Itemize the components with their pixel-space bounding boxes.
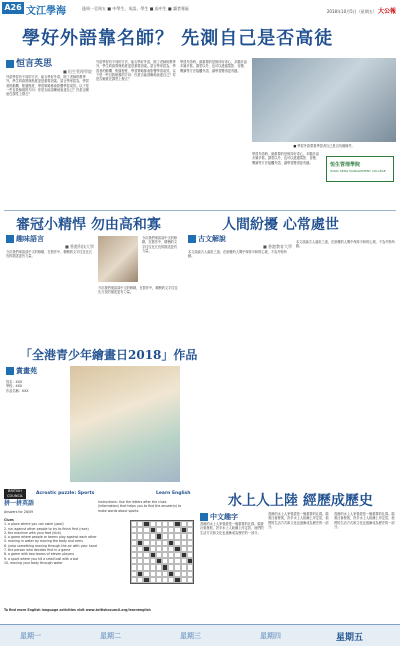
page-header	[0, 0, 400, 16]
puzzle-clues	[4, 518, 128, 565]
sub3-kicker: 賞畫苑	[6, 366, 66, 376]
sub4-body-2: 香港的水上人家曾經是一個重要的社群。隨著社會發展，許多水上人陸續上岸定居，他們的生活方式和文化也逐漸成為歷史的一部分。	[268, 512, 329, 529]
puzzle-clue: 7. the person who decides first in a game	[4, 548, 71, 553]
sub1-col2	[98, 286, 180, 334]
logo-label: 恒生管理學院	[330, 162, 361, 168]
sub4-col3	[334, 512, 396, 620]
sub4-body: 香港的水上人家曾經是一個重要的社群。隨著社會發展，許多水上人陸續上岸定居，他們的生活方式和文化也逐漸成為歷史的一部分。	[200, 522, 264, 535]
article-1-byline: ■ 恒生管理學院	[62, 69, 92, 74]
puzzle-tag: Learn English	[156, 491, 191, 496]
kicker-mark-icon	[188, 235, 196, 243]
section-title: 文江學海	[26, 6, 66, 17]
sub4-body-3: 香港的水上人家曾經是一個重要的社群。隨著社會發展，許多水上人陸續上岸定居，他們的生活方式和文化也逐漸成為歷史的一部分。	[334, 512, 395, 529]
british-council-badge: BRITISH COUNCIL	[4, 489, 26, 499]
sub1-body-2: 今次我們來談談中文的修辭，在寫作中，精簡的文字往往比冗長的描述更有力量。	[98, 286, 178, 295]
sub1-body-3: 今次我們來談談中文的修辭，在寫作中，精簡的文字往往比冗長的描述更有力量。	[142, 236, 178, 253]
sub3-item-3: 作品名稱：XXX	[6, 388, 29, 393]
sub3-item-2: 學校：XXX	[6, 384, 23, 389]
page-number: A26	[2, 2, 24, 14]
college-logo	[326, 156, 394, 182]
sub2-headline: 人間紛擾 心常處世	[222, 217, 339, 233]
sub1-photo	[98, 236, 138, 282]
footer-day: 星期一	[20, 631, 41, 640]
puzzle-clue: 2. run against other people to try to finish first (race)	[4, 526, 89, 531]
puzzle-clue: 10. moving your body through water	[4, 560, 63, 565]
sub4-kicker: 中文趣字	[200, 512, 264, 522]
kicker-mark-icon	[6, 367, 14, 375]
sub1-col3	[142, 236, 180, 282]
puzzle-grid[interactable]	[130, 520, 194, 584]
paper-name: 大公報	[377, 8, 396, 15]
footer-day: 星期二	[100, 631, 121, 640]
article-1-kicker: 恒言英思	[6, 56, 92, 69]
puzzle-clue: 5. moving in water by moving the body and arms	[4, 539, 83, 544]
article-1-body-4: 學習外語時，最重要的是保持好奇心，多聽多說多讀多寫。課堂以外，也可以透過電影、音樂、閱讀等方法接觸外語，讓學習變得更有趣。	[252, 152, 319, 165]
kicker-mark-icon	[200, 513, 208, 521]
article-1	[6, 56, 92, 215]
puzzle-title: Acrostic puzzle: Sports	[36, 491, 95, 496]
puzzle-clue: 6. jump something moving through the air with your hand	[4, 543, 97, 548]
sub4-col2	[268, 512, 330, 620]
puzzle-clues-header: Clues	[4, 518, 14, 522]
puzzle-intro: Instructions: Use the letters after the clues (information) that helps you to find the answer(s) to make words about sports.	[98, 500, 182, 513]
article-1-body: 外語學習有不同的方法，能否學好外語，除了老師的教學外，學生的資質與態度更是重要因素。語言學家認為，學習者的動機、焦慮程度、學習策略都會影響學習成效。以下是一些自我檢視的方向：你是否能清晰地表達自己？你是否願意在課堂上發言？	[6, 75, 89, 97]
photo-caption: ■ 學習外語要看學習者自己是否具備條件。	[293, 144, 355, 148]
puzzle-clue: 9. a sport where you hit a small ball with a bat	[4, 556, 79, 561]
kicker-mark-icon	[6, 60, 14, 68]
article-1-body-3: 學習外語時，最重要的是保持好奇心，多聽多說多讀多寫。課堂以外，也可以透過電影、音樂、閱讀等方法接觸外語，讓學習變得更有趣。	[180, 60, 247, 73]
puzzle-clue: 8. a game with two teams of eleven players	[4, 552, 75, 557]
sub2-kicker: 古文解說	[188, 234, 292, 244]
sub2-body: 本文談論古人處世之道，在紛擾的人間中保持平和的心境，不為外物所動。	[188, 250, 287, 259]
sub2-body-2: 本文談論古人處世之道，在紛擾的人間中保持平和的心境，不為外物所動。	[296, 240, 395, 249]
article-1-col4	[252, 152, 322, 207]
article-1-col3	[180, 60, 248, 210]
logo-sub: HANG SENG MANAGEMENT COLLEGE	[330, 169, 386, 173]
sub3-item-1: 姓名：XXX	[6, 380, 23, 384]
weekday-footer	[0, 624, 400, 646]
sub1-body: 今次我們來談談中文的修辭，在寫作中，精簡的文字往往比冗長的描述更有力量。	[6, 250, 93, 259]
puzzle-cell[interactable]	[187, 577, 193, 583]
footer-day-active: 星期五	[336, 633, 364, 643]
puzzle-clue: 4. a game where people or teams play against each other	[4, 535, 97, 540]
puzzle-footer: To find more English language activities visit www.britishcouncil.org/learnenglish	[4, 608, 151, 612]
sub2-article	[188, 234, 292, 490]
header-tags: 逢周一至周五 ■ 中學生、英語、學生 ■ 高中生 ■ 讀者專區	[82, 6, 189, 11]
sub4-headline: 水上人上陸 經歷成歷史	[228, 493, 373, 509]
article-photo	[252, 58, 396, 142]
sub3-artwork	[70, 366, 180, 482]
article-1-body-2: 外語學習有不同的方法，能否學好外語，除了老師的教學外，學生的資質與態度更是重要因素。語言學家認為，學習者的動機、焦慮程度、學習策略都會影響學習成效。以下是一些自我檢視的方向：你是否能清晰地表達自己？你是否願意在課堂上發言？	[96, 60, 176, 82]
header-date: 2018年10月5日（星期五） 大公報	[326, 8, 396, 15]
puzzle-answers-label: Answers for 28/09	[4, 510, 33, 514]
main-headline: 學好外語靠名師？ 先測自己是否高徒	[22, 28, 334, 49]
sub4-article	[200, 512, 264, 618]
footer-day: 星期四	[260, 631, 281, 640]
sub1-headline: 審冠小精悍 勿由高和寡	[16, 217, 161, 233]
sub2-byline: ■ 香港教育大學	[262, 244, 292, 249]
puzzle-clue: 3. the machine with your feet (kick)	[4, 530, 62, 535]
sub2-col2	[296, 240, 396, 474]
puzzle-clue: 1. a place where you can swim (pool)	[4, 522, 64, 527]
footer-day: 星期三	[180, 631, 201, 640]
kicker-mark-icon	[6, 235, 14, 243]
puzzle-section-label: 拼一拼英語	[4, 500, 35, 507]
sub1-byline: ■ 香港科技大學	[64, 244, 94, 249]
article-1-col2	[96, 60, 176, 210]
section-divider	[4, 210, 396, 211]
sub1-article	[6, 234, 94, 342]
sub3-article	[6, 366, 66, 393]
sub3-headline: 「全港青少年繪畫日2018」作品	[20, 348, 198, 362]
sub1-kicker: 趣味語言	[6, 234, 94, 244]
